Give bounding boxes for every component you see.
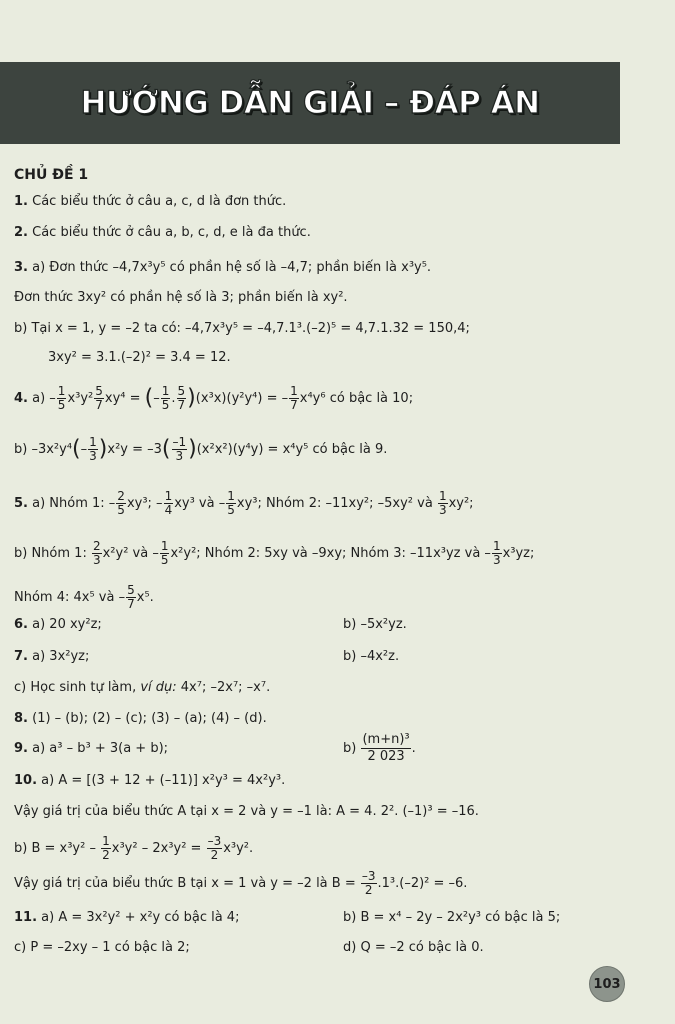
answer-number: 8. [14, 711, 28, 726]
answer-text: Vậy giá trị của biểu thức B tại x = 1 và y = –2 là B = [14, 876, 360, 891]
answer-text: a) 3x²yz; [32, 649, 90, 664]
answer-text: a) 20 xy²z; [32, 617, 102, 632]
answer-11b: b) B = x⁴ – 2y – 2x²y³ có bậc là 5; [343, 910, 561, 925]
answer-number: 11. [14, 910, 38, 925]
answer-number: 9. [14, 741, 28, 756]
fraction: $\frac{-3}{2}$ [207, 834, 222, 862]
answer-text: Các biểu thức ở câu a, b, c, d, e là đa thức. [32, 225, 311, 240]
answer-3a-line2: Đơn thức 3xy² có phần hệ số là 3; phần biến là xy². [14, 290, 348, 305]
answer-text: xy³ và – [174, 496, 226, 511]
answer-text: c) Học sinh tự làm, [14, 680, 141, 695]
answer-text: Nhóm 4: 4x⁵ và – [14, 590, 126, 605]
answer-6b: b) –5x²yz. [343, 617, 407, 632]
answer-2 [14, 224, 311, 242]
answer-7b: b) –4x²z. [343, 649, 400, 664]
answer-text: (x²x²)(y⁴y) = x⁴y⁵ có bậc là 9. [196, 442, 388, 457]
answer-7c [14, 679, 270, 697]
answer-text: b) –3x²y⁴ [14, 442, 73, 457]
title-banner [0, 62, 620, 144]
fraction: $\frac{1}{5}$ [227, 489, 235, 517]
fraction: $\frac{\text{(m+n)³}}{2 023}$ [362, 732, 410, 764]
answer-text: a) – [32, 391, 56, 406]
answer-text: x⁵. [136, 590, 154, 605]
answer-text: x³y². [223, 841, 254, 856]
answer-text: (1) – (b); (2) – (c); (3) – (a); (4) – (d). [32, 711, 267, 726]
fraction: $\frac{1}{3}$ [438, 489, 447, 517]
answer-number: 6. [14, 617, 28, 632]
answer-5b [14, 540, 534, 567]
fraction: $\frac{1}{7}$ [290, 384, 298, 412]
example-label: ví dụ: [140, 680, 177, 695]
answer-6a [14, 616, 102, 634]
fraction: $\frac{1}{2}$ [102, 834, 110, 862]
fraction: $\frac{1}{5}$ [57, 384, 66, 412]
answer-3b: b) Tại x = 1, y = –2 ta có: –4,7x³y⁵ = –4,7.1³.(–2)⁵ = 4,7.1.32 = 150,4; [14, 321, 470, 336]
fraction: $\frac{2}{3}$ [92, 539, 101, 567]
answer-3a [14, 259, 431, 277]
answer-text: x²y²; Nhóm 2: 5xy và –9xy; Nhóm 3: –11x³yz và – [170, 546, 491, 561]
answer-9b [343, 732, 416, 765]
answer-text: x²y² và – [102, 546, 159, 561]
fraction: $\frac{-3}{2}$ [361, 869, 376, 897]
answer-number: 4. [14, 391, 28, 406]
fraction: $\frac{-1}{3}$ [172, 435, 187, 463]
answer-text: .1³.(–2)² = –6. [377, 876, 468, 891]
answer-text: a) Nhóm 1: – [32, 496, 116, 511]
answer-5c [14, 584, 154, 611]
answer-3b-line2: 3xy² = 3.1.(–2)² = 3.4 = 12. [48, 350, 231, 365]
answer-text: Các biểu thức ở câu a, c, d là đơn thức. [32, 194, 287, 209]
answer-text: xy³; Nhóm 2: –11xy²; –5xy² và [236, 496, 437, 511]
answer-9a [14, 740, 168, 758]
answer-1 [14, 193, 286, 211]
fraction: $\frac{1}{5}$ [161, 384, 170, 412]
answer-text: x³yz; [502, 546, 535, 561]
fraction: $\frac{5}{7}$ [95, 384, 103, 412]
answer-text: a) a³ – b³ + 3(a + b); [32, 741, 169, 756]
answer-4b: b) –3x²y⁴(– $\frac{1}{3}$ )x²y = –3( $\frac{-1}{3}$ )(x²x²)(y⁴y) = x⁴y⁵ có bậc là 9. [14, 435, 388, 463]
answer-number: 5. [14, 496, 28, 511]
fraction: $\frac{5}{7}$ [177, 384, 186, 412]
answer-10a [14, 772, 285, 790]
answer-text: b) [343, 741, 361, 756]
answer-text: x³y² [67, 391, 94, 406]
answer-number: 3. [14, 260, 28, 275]
section-heading: CHỦ ĐỀ 1 [14, 167, 89, 183]
answer-number: 10. [14, 773, 38, 788]
answer-text: x²y = –3 [107, 442, 162, 457]
answer-11a [14, 909, 239, 927]
fraction: $\frac{1}{3}$ [492, 539, 501, 567]
answer-text: (x³x)(y²y⁴) = – [195, 391, 289, 406]
fraction: $\frac{1}{4}$ [164, 489, 173, 517]
answer-7a [14, 648, 89, 666]
page-title: HƯỚNG DẪN GIẢI – ĐÁP ÁN [80, 85, 540, 121]
answer-text: x³y² – 2x³y² = [111, 841, 206, 856]
answer-text: x⁴y⁶ có bậc là 10; [299, 391, 414, 406]
answer-text: . [411, 741, 416, 756]
answer-10b [14, 835, 253, 862]
fraction: $\frac{1}{5}$ [160, 539, 169, 567]
answer-10a-line2: Vậy giá trị của biểu thức A tại x = 2 và y = –1 là: A = 4. 2². (–1)³ = –16. [14, 804, 479, 819]
answer-8 [14, 710, 267, 728]
answer-text: xy²; [448, 496, 474, 511]
answer-10b-line2 [14, 870, 467, 897]
answer-number: 2. [14, 225, 28, 240]
answer-number: 1. [14, 194, 28, 209]
answer-text: b) B = x³y² – [14, 841, 101, 856]
answer-text: a) A = [(3 + 12 + (–11)] x²y³ = 4x²y³. [41, 773, 286, 788]
answer-4a: 4. a) – $\frac{1}{5}$ x³y² $\frac{5}{7}$ xy⁴ = (– $\frac{1}{5}$ . $\frac{5}{7}$ )(x³x)(y²y⁴) = – $\frac{1}{7}$ x⁴y⁶ có bậc là 10; [14, 384, 414, 412]
answer-5a [14, 490, 474, 517]
answer-11d: d) Q = –2 có bậc là 0. [343, 940, 484, 955]
answer-11c: c) P = –2xy – 1 có bậc là 2; [14, 940, 190, 955]
fraction: $\frac{1}{3}$ [89, 435, 97, 463]
answer-text: 4x⁷; –2x⁷; –x⁷. [176, 680, 271, 695]
answer-text: xy⁴ = [104, 391, 145, 406]
page-number-badge: 103 [589, 966, 625, 1002]
answer-text: b) Nhóm 1: [14, 546, 91, 561]
answer-text: a) A = 3x²y² + x²y có bậc là 4; [41, 910, 240, 925]
fraction: $\frac{2}{5}$ [117, 489, 125, 517]
answer-number: 7. [14, 649, 28, 664]
answer-text: xy³; – [126, 496, 163, 511]
answer-text: a) Đơn thức –4,7x³y⁵ có phần hệ số là –4,7; phần biến là x³y⁵. [32, 260, 432, 275]
fraction: $\frac{5}{7}$ [127, 583, 135, 611]
